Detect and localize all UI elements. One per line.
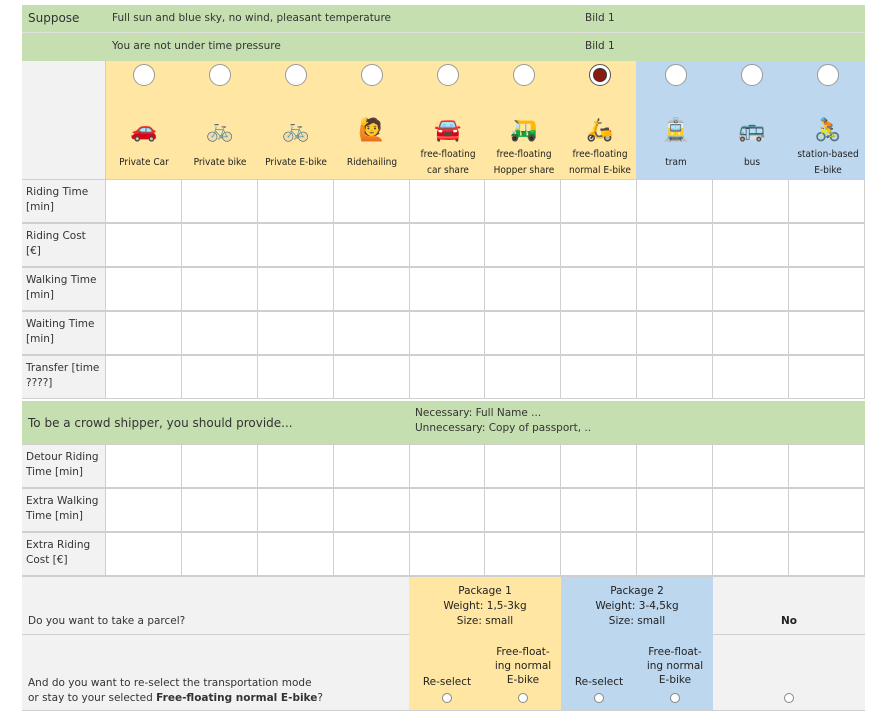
attribute-value-cell (713, 356, 789, 399)
mode-label-7: tram (665, 157, 687, 168)
detour-attribute-label (22, 489, 106, 532)
mode-radio-1[interactable] (209, 64, 231, 86)
detour-attribute-row (22, 488, 865, 532)
mode-column-3 (334, 61, 410, 179)
p1-stay-radio[interactable] (518, 693, 528, 703)
station-bike-icon: 🚴 (814, 118, 842, 143)
detour-attribute-value-cell (713, 445, 789, 488)
attribute-value-cell (561, 356, 637, 399)
detour-attribute-value-cell (713, 533, 789, 576)
attribute-row (22, 223, 865, 267)
package-1-size: Size: small (456, 615, 514, 627)
attribute-label-line-1: Riding Cost (26, 230, 86, 242)
attribute-value-cell (410, 224, 486, 267)
mode-radio-0[interactable] (133, 64, 155, 86)
attribute-value-cell (789, 180, 865, 223)
mode-column-2 (258, 61, 334, 179)
package-2-size: Size: small (608, 615, 666, 627)
package-2-choice-cell (561, 635, 713, 710)
attribute-value-cell (561, 224, 637, 267)
mode-radio-7[interactable] (665, 64, 687, 86)
mode-column-0 (106, 61, 182, 179)
mode-column-6 (562, 61, 638, 179)
attribute-row (22, 311, 865, 355)
no-parcel-radio[interactable] (784, 693, 794, 703)
p2-reselect-label: Re-select (574, 676, 624, 688)
bike-icon: 🚲 (206, 118, 234, 143)
attribute-label-line-2: ????] (26, 377, 53, 389)
attribute-value-cell (637, 268, 713, 311)
attribute-value-cell (182, 312, 258, 355)
detour-attribute-value-cell (485, 489, 561, 532)
mode-label-0: Private Car (119, 157, 169, 168)
detour-attribute-value-cell (561, 445, 637, 488)
mode-column-1 (182, 61, 258, 179)
attribute-label-line-2: [€] (26, 245, 41, 257)
attribute-value-cell (106, 180, 182, 223)
attribute-value-cell (410, 268, 486, 311)
attribute-label-line-2: [min] (26, 289, 54, 301)
mode-column-9 (790, 61, 866, 179)
detour-attribute-value-cell (182, 445, 258, 488)
attribute-value-cell (561, 180, 637, 223)
detour-attribute-value-cell (561, 533, 637, 576)
attribute-value-cell (106, 356, 182, 399)
attribute-value-cell (106, 268, 182, 311)
suppose-label: Suppose (28, 11, 80, 25)
attribute-label-line-2: [min] (26, 333, 54, 345)
attribute-label (22, 356, 106, 399)
attribute-value-cell (410, 180, 486, 223)
mode-column-5 (486, 61, 562, 179)
attribute-value-cell (713, 180, 789, 223)
attribute-label (22, 312, 106, 355)
detour-attribute-value-cell (334, 445, 410, 488)
package-2-cell (561, 577, 713, 635)
reselect-question-line-1: And do you want to re-select the transportation mode (28, 677, 312, 689)
package-1-choice-cell (409, 635, 561, 710)
detour-attribute-label-line-2: Time [min] (26, 466, 84, 478)
detour-attribute-label-line-1: Detour Riding (26, 451, 99, 463)
detour-attribute-value-cell (561, 489, 637, 532)
attribute-value-cell (789, 224, 865, 267)
p2-stay-label-2: ing normal (646, 660, 704, 672)
mode-column-8 (714, 61, 790, 179)
hopper-icon: 🛺 (510, 118, 538, 143)
attribute-value-cell (485, 356, 561, 399)
attribute-value-cell (485, 180, 561, 223)
mode-label-line2-6: normal E-bike (569, 165, 631, 176)
p1-reselect-label: Re-select (422, 676, 472, 688)
attribute-label-line-1: Waiting Time (26, 318, 95, 330)
package-1-cell (409, 577, 561, 635)
mode-header-row (22, 61, 865, 179)
attribute-value-cell (713, 268, 789, 311)
attribute-value-cell (713, 312, 789, 355)
attribute-value-cell (637, 180, 713, 223)
mode-column-4 (410, 61, 486, 179)
attribute-value-cell (485, 224, 561, 267)
mode-radio-6[interactable] (589, 64, 611, 86)
bus-icon: 🚌 (738, 118, 766, 143)
mode-radio-9[interactable] (817, 64, 839, 86)
crowd-shipper-row (22, 401, 865, 444)
question-suffix: ? (317, 692, 323, 704)
attribute-value-cell (410, 356, 486, 399)
parcel-question: Do you want to take a parcel? (28, 615, 186, 627)
p1-reselect-radio[interactable] (442, 693, 452, 703)
detour-attribute-row (22, 444, 865, 488)
attribute-value-cell (334, 224, 410, 267)
detour-attribute-value-cell (182, 533, 258, 576)
selected-mode-name: Free-floating normal E-bike (156, 692, 318, 704)
mode-label-6: free-floating (572, 149, 628, 160)
mode-radio-4[interactable] (437, 64, 459, 86)
mode-radio-5[interactable] (513, 64, 535, 86)
condition-text-1: Full sun and blue sky, no wind, pleasant temperature (112, 12, 392, 24)
detour-attribute-value-cell (258, 533, 334, 576)
attribute-label (22, 180, 106, 223)
car-icon: 🚗 (130, 118, 158, 143)
condition-image-2: Bild 1 (585, 40, 615, 52)
attribute-value-cell (637, 312, 713, 355)
attribute-value-cell (334, 356, 410, 399)
reselect-row (22, 635, 865, 711)
mode-label-3: Ridehailing (346, 157, 398, 168)
question-prefix: or stay to your selected (28, 692, 157, 704)
attribute-value-cell (258, 356, 334, 399)
detour-attribute-label (22, 445, 106, 488)
detour-attribute-label-line-1: Extra Riding (26, 539, 91, 551)
detour-attribute-value-cell (789, 445, 865, 488)
condition-text-2: You are not under time pressure (112, 40, 281, 52)
mode-label-line2-5: Hopper share (493, 165, 555, 176)
e-bike-icon: 🚲 (282, 118, 310, 143)
detour-attribute-label-line-2: Cost [€] (26, 554, 68, 566)
attribute-value-cell (182, 268, 258, 311)
attribute-value-cell (182, 224, 258, 267)
condition-image-1: Bild 1 (585, 12, 615, 24)
detour-attribute-value-cell (258, 445, 334, 488)
mode-column-7 (638, 61, 714, 179)
ridehailing-icon: 🙋 (358, 118, 386, 143)
package-1-title: Package 1 (458, 585, 512, 597)
reselect-question-line-2 (28, 692, 323, 704)
detour-attribute-value-cell (789, 489, 865, 532)
attribute-label-line-2: [min] (26, 201, 54, 213)
detour-attribute-value-cell (106, 533, 182, 576)
parcel-no-label: No (780, 615, 797, 627)
package-2-title: Package 2 (610, 585, 664, 597)
attribute-value-cell (485, 312, 561, 355)
choice-survey-table (22, 5, 865, 723)
attribute-value-cell (334, 268, 410, 311)
mode-label-5: free-floating (496, 149, 552, 160)
mode-radio-8[interactable] (741, 64, 763, 86)
condition-row-1 (22, 5, 865, 33)
attribute-value-cell (182, 356, 258, 399)
p1-stay-label-3: E-bike (506, 674, 540, 686)
mode-radio-2[interactable] (285, 64, 307, 86)
detour-attribute-value-cell (637, 533, 713, 576)
attribute-row (22, 267, 865, 311)
attribute-value-cell (106, 224, 182, 267)
mode-label-1: Private bike (193, 157, 247, 168)
attribute-value-cell (410, 312, 486, 355)
attribute-value-cell (789, 356, 865, 399)
attribute-label (22, 268, 106, 311)
detour-attribute-value-cell (789, 533, 865, 576)
attribute-value-cell (258, 268, 334, 311)
detour-attribute-label (22, 533, 106, 576)
attribute-value-cell (334, 312, 410, 355)
attribute-row (22, 179, 865, 223)
p2-stay-radio[interactable] (670, 693, 680, 703)
tram-icon: 🚊 (662, 118, 690, 143)
scooter-icon: 🛵 (586, 118, 614, 143)
detour-attribute-value-cell (334, 489, 410, 532)
attribute-row (22, 355, 865, 399)
detour-attribute-value-cell (334, 533, 410, 576)
attribute-value-cell (713, 224, 789, 267)
detour-attribute-value-cell (637, 445, 713, 488)
detour-attribute-value-cell (713, 489, 789, 532)
condition-row-2 (22, 33, 865, 61)
parcel-row (22, 576, 865, 635)
p2-stay-label-3: E-bike (658, 674, 692, 686)
attribute-value-cell (637, 224, 713, 267)
p2-reselect-radio[interactable] (594, 693, 604, 703)
detour-attribute-value-cell (106, 489, 182, 532)
attribute-value-cell (258, 180, 334, 223)
mode-label-8: bus (743, 157, 761, 168)
mode-label-4: free-floating (420, 149, 476, 160)
attribute-value-cell (485, 268, 561, 311)
p2-stay-label-1: Free-float- (648, 646, 702, 658)
mode-header-corner (22, 61, 106, 179)
detour-attribute-value-cell (485, 445, 561, 488)
unnecessary-text: Unnecessary: Copy of passport, .. (415, 422, 592, 434)
attribute-value-cell (182, 180, 258, 223)
attribute-value-cell (561, 268, 637, 311)
attribute-label-line-1: Transfer [time (26, 362, 100, 374)
attribute-label-line-1: Walking Time (26, 274, 97, 286)
attribute-label (22, 224, 106, 267)
car-share-icon: 🚘 (434, 118, 462, 143)
detour-attribute-row (22, 532, 865, 576)
attribute-value-cell (637, 356, 713, 399)
attribute-value-cell (334, 180, 410, 223)
attribute-label-line-1: Riding Time (26, 186, 89, 198)
attribute-value-cell (561, 312, 637, 355)
mode-radio-3[interactable] (361, 64, 383, 86)
attribute-value-cell (106, 312, 182, 355)
necessary-text: Necessary: Full Name ... (415, 407, 542, 419)
detour-attribute-value-cell (258, 489, 334, 532)
mode-label-2: Private E-bike (265, 157, 327, 168)
detour-attribute-value-cell (410, 445, 486, 488)
detour-attribute-value-cell (182, 489, 258, 532)
mode-label-line2-4: car share (427, 165, 469, 176)
mode-label-line2-9: E-bike (814, 165, 842, 176)
detour-attribute-label-line-2: Time [min] (26, 510, 84, 522)
p1-stay-label-2: ing normal (494, 660, 552, 672)
detour-attribute-value-cell (410, 489, 486, 532)
package-1-weight: Weight: 1,5-3kg (443, 600, 527, 612)
detour-attribute-value-cell (485, 533, 561, 576)
crowd-shipper-title: To be a crowd shipper, you should provide... (28, 416, 293, 430)
detour-attribute-value-cell (410, 533, 486, 576)
attribute-value-cell (789, 268, 865, 311)
mode-label-9: station-based (797, 149, 859, 160)
attribute-value-cell (258, 224, 334, 267)
attribute-value-cell (789, 312, 865, 355)
package-2-weight: Weight: 3-4,5kg (595, 600, 679, 612)
attribute-value-cell (258, 312, 334, 355)
detour-attribute-value-cell (106, 445, 182, 488)
detour-attribute-label-line-1: Extra Walking (26, 495, 99, 507)
detour-attribute-value-cell (637, 489, 713, 532)
p1-stay-label-1: Free-float- (496, 646, 550, 658)
